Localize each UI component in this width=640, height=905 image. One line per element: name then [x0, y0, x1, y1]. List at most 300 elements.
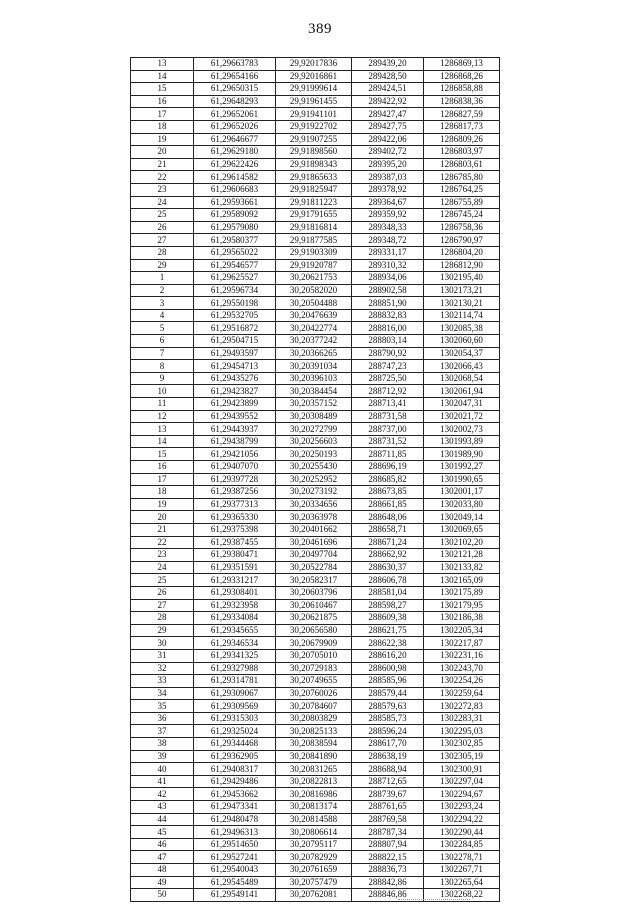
latitude-cell: 61,29377313 — [194, 498, 276, 511]
latitude-cell: 61,29309569 — [194, 700, 276, 713]
table-row — [131, 95, 500, 108]
point-number-cell: 16 — [131, 461, 194, 474]
latitude-cell: 61,29309067 — [194, 687, 276, 700]
point-number-cell: 48 — [131, 864, 194, 877]
x-coordinate-cell: 289424,51 — [352, 83, 424, 96]
longitude-cell: 30,20476639 — [276, 309, 352, 322]
table-row — [131, 864, 500, 877]
point-number-cell: 26 — [131, 586, 194, 599]
page-number: 389 — [308, 21, 332, 37]
latitude-cell: 61,29453662 — [194, 788, 276, 801]
y-coordinate-cell: 1302114,74 — [424, 309, 500, 322]
longitude-cell: 29,92016861 — [276, 70, 352, 83]
latitude-cell: 61,29314781 — [194, 675, 276, 688]
longitude-cell: 30,20762081 — [276, 889, 352, 902]
table-row — [131, 687, 500, 700]
x-coordinate-cell: 288712,65 — [352, 775, 424, 788]
longitude-cell: 30,20522784 — [276, 561, 352, 574]
x-coordinate-cell: 289387,03 — [352, 171, 424, 184]
point-number-cell: 19 — [131, 133, 194, 146]
x-coordinate-cell: 289427,47 — [352, 108, 424, 121]
y-coordinate-cell: 1302130,21 — [424, 297, 500, 310]
point-number-cell: 17 — [131, 473, 194, 486]
y-coordinate-cell: 1286804,20 — [424, 246, 500, 259]
table-row — [131, 146, 500, 159]
point-number-cell: 28 — [131, 612, 194, 625]
x-coordinate-cell: 289359,92 — [352, 209, 424, 222]
y-coordinate-cell: 1302205,34 — [424, 624, 500, 637]
longitude-cell: 30,20760026 — [276, 687, 352, 700]
point-number-cell: 27 — [131, 234, 194, 247]
x-coordinate-cell: 288609,38 — [352, 612, 424, 625]
latitude-cell: 61,29375398 — [194, 523, 276, 536]
x-coordinate-cell: 288731,52 — [352, 435, 424, 448]
table-row — [131, 120, 500, 133]
longitude-cell: 29,91898560 — [276, 146, 352, 159]
longitude-cell: 30,20256603 — [276, 435, 352, 448]
y-coordinate-cell: 1302186,38 — [424, 612, 500, 625]
table-row — [131, 171, 500, 184]
point-number-cell: 34 — [131, 687, 194, 700]
longitude-cell: 29,91898343 — [276, 158, 352, 171]
x-coordinate-cell: 288617,70 — [352, 738, 424, 751]
y-coordinate-cell: 1302243,70 — [424, 662, 500, 675]
point-number-cell: 47 — [131, 851, 194, 864]
coordinates-table-body — [131, 58, 500, 902]
longitude-cell: 30,20603796 — [276, 586, 352, 599]
point-number-cell: 17 — [131, 108, 194, 121]
y-coordinate-cell: 1302305,19 — [424, 750, 500, 763]
y-coordinate-cell: 1302254,26 — [424, 675, 500, 688]
table-row — [131, 574, 500, 587]
coordinates-table — [130, 57, 500, 902]
latitude-cell: 61,29652061 — [194, 108, 276, 121]
point-number-cell: 32 — [131, 662, 194, 675]
table-row — [131, 637, 500, 650]
point-number-cell: 27 — [131, 599, 194, 612]
latitude-cell: 61,29579080 — [194, 221, 276, 234]
table-row — [131, 322, 500, 335]
table-row — [131, 448, 500, 461]
latitude-cell: 61,29473341 — [194, 801, 276, 814]
x-coordinate-cell: 288579,44 — [352, 687, 424, 700]
latitude-cell: 61,29315303 — [194, 712, 276, 725]
point-number-cell: 45 — [131, 826, 194, 839]
x-coordinate-cell: 289348,33 — [352, 221, 424, 234]
longitude-cell: 30,20252952 — [276, 473, 352, 486]
x-coordinate-cell: 288787,34 — [352, 826, 424, 839]
table-row — [131, 851, 500, 864]
longitude-cell: 30,20705010 — [276, 649, 352, 662]
x-coordinate-cell: 288638,19 — [352, 750, 424, 763]
latitude-cell: 61,29345655 — [194, 624, 276, 637]
x-coordinate-cell: 289428,50 — [352, 70, 424, 83]
x-coordinate-cell: 288685,82 — [352, 473, 424, 486]
latitude-cell: 61,29514650 — [194, 838, 276, 851]
latitude-cell: 61,29346534 — [194, 637, 276, 650]
x-coordinate-cell: 288585,73 — [352, 712, 424, 725]
table-row — [131, 586, 500, 599]
y-coordinate-cell: 1302021,72 — [424, 410, 500, 423]
point-number-cell: 23 — [131, 183, 194, 196]
latitude-cell: 61,29480478 — [194, 813, 276, 826]
point-number-cell: 20 — [131, 511, 194, 524]
latitude-cell: 61,29614582 — [194, 171, 276, 184]
x-coordinate-cell: 288713,41 — [352, 398, 424, 411]
latitude-cell: 61,29629180 — [194, 146, 276, 159]
table-row — [131, 662, 500, 675]
x-coordinate-cell: 289331,17 — [352, 246, 424, 259]
y-coordinate-cell: 1302175,89 — [424, 586, 500, 599]
latitude-cell: 61,29435276 — [194, 372, 276, 385]
x-coordinate-cell: 288621,75 — [352, 624, 424, 637]
latitude-cell: 61,29652026 — [194, 120, 276, 133]
point-number-cell: 36 — [131, 712, 194, 725]
x-coordinate-cell: 289364,67 — [352, 196, 424, 209]
x-coordinate-cell: 288725,50 — [352, 372, 424, 385]
table-row — [131, 272, 500, 285]
longitude-cell: 30,20679909 — [276, 637, 352, 650]
table-row — [131, 813, 500, 826]
longitude-cell: 30,20582317 — [276, 574, 352, 587]
latitude-cell: 61,29663783 — [194, 58, 276, 71]
point-number-cell: 21 — [131, 523, 194, 536]
longitude-cell: 30,20806614 — [276, 826, 352, 839]
longitude-cell: 30,20250193 — [276, 448, 352, 461]
latitude-cell: 61,29596734 — [194, 284, 276, 297]
table-row — [131, 196, 500, 209]
table-row — [131, 876, 500, 889]
latitude-cell: 61,29341325 — [194, 649, 276, 662]
point-number-cell: 6 — [131, 335, 194, 348]
table-row — [131, 385, 500, 398]
point-number-cell: 14 — [131, 435, 194, 448]
y-coordinate-cell: 1302002,73 — [424, 423, 500, 436]
table-row — [131, 108, 500, 121]
longitude-cell: 30,20377242 — [276, 335, 352, 348]
y-coordinate-cell: 1302300,91 — [424, 763, 500, 776]
longitude-cell: 29,91903309 — [276, 246, 352, 259]
latitude-cell: 61,29365330 — [194, 511, 276, 524]
longitude-cell: 29,91922702 — [276, 120, 352, 133]
longitude-cell: 29,91816814 — [276, 221, 352, 234]
y-coordinate-cell: 1286868,26 — [424, 70, 500, 83]
longitude-cell: 30,20582020 — [276, 284, 352, 297]
point-number-cell: 43 — [131, 801, 194, 814]
latitude-cell: 61,29308401 — [194, 586, 276, 599]
table-row — [131, 372, 500, 385]
point-number-cell: 5 — [131, 322, 194, 335]
table-row — [131, 221, 500, 234]
table-row — [131, 523, 500, 536]
x-coordinate-cell: 289422,92 — [352, 95, 424, 108]
point-number-cell: 25 — [131, 574, 194, 587]
y-coordinate-cell: 1286758,36 — [424, 221, 500, 234]
longitude-cell: 30,20761659 — [276, 864, 352, 877]
point-number-cell: 29 — [131, 259, 194, 272]
longitude-cell: 30,20822813 — [276, 775, 352, 788]
point-number-cell: 31 — [131, 649, 194, 662]
x-coordinate-cell: 289395,20 — [352, 158, 424, 171]
table-row — [131, 209, 500, 222]
x-coordinate-cell: 288673,85 — [352, 486, 424, 499]
y-coordinate-cell: 1302259,64 — [424, 687, 500, 700]
x-coordinate-cell: 288579,63 — [352, 700, 424, 713]
x-coordinate-cell: 288731,58 — [352, 410, 424, 423]
point-number-cell: 15 — [131, 448, 194, 461]
latitude-cell: 61,29327988 — [194, 662, 276, 675]
latitude-cell: 61,29408317 — [194, 763, 276, 776]
point-number-cell: 4 — [131, 309, 194, 322]
latitude-cell: 61,29650315 — [194, 83, 276, 96]
table-row — [131, 712, 500, 725]
longitude-cell: 30,20255430 — [276, 461, 352, 474]
y-coordinate-cell: 1302060,60 — [424, 335, 500, 348]
y-coordinate-cell: 1302294,22 — [424, 813, 500, 826]
longitude-cell: 30,20363978 — [276, 511, 352, 524]
longitude-cell: 30,20841890 — [276, 750, 352, 763]
point-number-cell: 2 — [131, 284, 194, 297]
y-coordinate-cell: 1302085,38 — [424, 322, 500, 335]
longitude-cell: 30,20273192 — [276, 486, 352, 499]
longitude-cell: 30,20610467 — [276, 599, 352, 612]
point-number-cell: 14 — [131, 70, 194, 83]
table-row — [131, 750, 500, 763]
x-coordinate-cell: 288662,92 — [352, 549, 424, 562]
table-row — [131, 473, 500, 486]
table-row — [131, 801, 500, 814]
longitude-cell: 29,92017836 — [276, 58, 352, 71]
longitude-cell: 30,20838594 — [276, 738, 352, 751]
latitude-cell: 61,29429486 — [194, 775, 276, 788]
latitude-cell: 61,29625527 — [194, 272, 276, 285]
y-coordinate-cell: 1302066,43 — [424, 360, 500, 373]
table-row — [131, 788, 500, 801]
y-coordinate-cell: 1301989,90 — [424, 448, 500, 461]
latitude-cell: 61,29323958 — [194, 599, 276, 612]
x-coordinate-cell: 288737,00 — [352, 423, 424, 436]
x-coordinate-cell: 288712,92 — [352, 385, 424, 398]
x-coordinate-cell: 288934,06 — [352, 272, 424, 285]
latitude-cell: 61,29439552 — [194, 410, 276, 423]
y-coordinate-cell: 1286809,26 — [424, 133, 500, 146]
y-coordinate-cell: 1302047,31 — [424, 398, 500, 411]
x-coordinate-cell: 288832,83 — [352, 309, 424, 322]
x-coordinate-cell: 289310,32 — [352, 259, 424, 272]
latitude-cell: 61,29423899 — [194, 398, 276, 411]
table-row — [131, 158, 500, 171]
point-number-cell: 39 — [131, 750, 194, 763]
longitude-cell: 29,91811223 — [276, 196, 352, 209]
table-row — [131, 183, 500, 196]
longitude-cell: 29,91961455 — [276, 95, 352, 108]
latitude-cell: 61,29362905 — [194, 750, 276, 763]
y-coordinate-cell: 1302302,85 — [424, 738, 500, 751]
point-number-cell: 12 — [131, 410, 194, 423]
point-number-cell: 3 — [131, 297, 194, 310]
x-coordinate-cell: 288616,20 — [352, 649, 424, 662]
latitude-cell: 61,29540043 — [194, 864, 276, 877]
y-coordinate-cell: 1302231,16 — [424, 649, 500, 662]
y-coordinate-cell: 1302283,31 — [424, 712, 500, 725]
y-coordinate-cell: 1302290,44 — [424, 826, 500, 839]
point-number-cell: 13 — [131, 58, 194, 71]
table-row — [131, 234, 500, 247]
x-coordinate-cell: 288585,96 — [352, 675, 424, 688]
table-row — [131, 675, 500, 688]
table-row — [131, 763, 500, 776]
y-coordinate-cell: 1286803,61 — [424, 158, 500, 171]
x-coordinate-cell: 288747,23 — [352, 360, 424, 373]
latitude-cell: 61,29550198 — [194, 297, 276, 310]
y-coordinate-cell: 1286817,73 — [424, 120, 500, 133]
table-row — [131, 612, 500, 625]
y-coordinate-cell: 1301993,89 — [424, 435, 500, 448]
y-coordinate-cell: 1286838,36 — [424, 95, 500, 108]
x-coordinate-cell: 288769,58 — [352, 813, 424, 826]
point-number-cell: 30 — [131, 637, 194, 650]
y-coordinate-cell: 1302061,94 — [424, 385, 500, 398]
latitude-cell: 61,29546577 — [194, 259, 276, 272]
longitude-cell: 30,20803829 — [276, 712, 352, 725]
table-row — [131, 838, 500, 851]
latitude-cell: 61,29622426 — [194, 158, 276, 171]
y-coordinate-cell: 1286745,24 — [424, 209, 500, 222]
table-row — [131, 775, 500, 788]
table-row — [131, 549, 500, 562]
x-coordinate-cell: 288600,98 — [352, 662, 424, 675]
y-coordinate-cell: 1286827,59 — [424, 108, 500, 121]
y-coordinate-cell: 1301992,27 — [424, 461, 500, 474]
latitude-cell: 61,29648293 — [194, 95, 276, 108]
point-number-cell: 10 — [131, 385, 194, 398]
table-row — [131, 649, 500, 662]
table-row — [131, 435, 500, 448]
longitude-cell: 29,91877585 — [276, 234, 352, 247]
longitude-cell: 29,91907255 — [276, 133, 352, 146]
table-row — [131, 133, 500, 146]
longitude-cell: 29,91941101 — [276, 108, 352, 121]
y-coordinate-cell: 1302121,28 — [424, 549, 500, 562]
point-number-cell: 41 — [131, 775, 194, 788]
x-coordinate-cell: 289402,72 — [352, 146, 424, 159]
table-row — [131, 624, 500, 637]
longitude-cell: 29,91825947 — [276, 183, 352, 196]
point-number-cell: 11 — [131, 398, 194, 411]
latitude-cell: 61,29325024 — [194, 725, 276, 738]
table-row — [131, 83, 500, 96]
latitude-cell: 61,29443937 — [194, 423, 276, 436]
table-row — [131, 599, 500, 612]
longitude-cell: 30,20656580 — [276, 624, 352, 637]
table-row — [131, 347, 500, 360]
point-number-cell: 42 — [131, 788, 194, 801]
latitude-cell: 61,29496313 — [194, 826, 276, 839]
y-coordinate-cell: 1286869,13 — [424, 58, 500, 71]
latitude-cell: 61,29454713 — [194, 360, 276, 373]
y-coordinate-cell: 1286858,88 — [424, 83, 500, 96]
latitude-cell: 61,29504715 — [194, 335, 276, 348]
latitude-cell: 61,29516872 — [194, 322, 276, 335]
longitude-cell: 30,20749655 — [276, 675, 352, 688]
table-row — [131, 536, 500, 549]
point-number-cell: 29 — [131, 624, 194, 637]
y-coordinate-cell: 1286785,80 — [424, 171, 500, 184]
point-number-cell: 16 — [131, 95, 194, 108]
x-coordinate-cell: 289378,92 — [352, 183, 424, 196]
point-number-cell: 44 — [131, 813, 194, 826]
x-coordinate-cell: 288842,86 — [352, 876, 424, 889]
table-row — [131, 309, 500, 322]
x-coordinate-cell: 289422,06 — [352, 133, 424, 146]
longitude-cell: 30,20401662 — [276, 523, 352, 536]
longitude-cell: 29,91999614 — [276, 83, 352, 96]
table-row — [131, 561, 500, 574]
longitude-cell: 30,20757479 — [276, 876, 352, 889]
longitude-cell: 30,20497704 — [276, 549, 352, 562]
x-coordinate-cell: 288807,94 — [352, 838, 424, 851]
x-coordinate-cell: 288739,67 — [352, 788, 424, 801]
table-row — [131, 58, 500, 71]
longitude-cell: 30,20366265 — [276, 347, 352, 360]
y-coordinate-cell: 1302278,71 — [424, 851, 500, 864]
longitude-cell: 30,20334656 — [276, 498, 352, 511]
point-number-cell: 22 — [131, 536, 194, 549]
point-number-cell: 35 — [131, 700, 194, 713]
point-number-cell: 46 — [131, 838, 194, 851]
x-coordinate-cell: 288902,58 — [352, 284, 424, 297]
latitude-cell: 61,29421056 — [194, 448, 276, 461]
x-coordinate-cell: 288630,37 — [352, 561, 424, 574]
point-number-cell: 18 — [131, 120, 194, 133]
y-coordinate-cell: 1302165,09 — [424, 574, 500, 587]
longitude-cell: 30,20396103 — [276, 372, 352, 385]
table-row — [131, 486, 500, 499]
latitude-cell: 61,29589092 — [194, 209, 276, 222]
y-coordinate-cell: 1302195,40 — [424, 272, 500, 285]
point-number-cell: 25 — [131, 209, 194, 222]
point-number-cell: 49 — [131, 876, 194, 889]
x-coordinate-cell: 288761,65 — [352, 801, 424, 814]
table-row — [131, 297, 500, 310]
y-coordinate-cell: 1302217,87 — [424, 637, 500, 650]
y-coordinate-cell: 1302054,37 — [424, 347, 500, 360]
point-number-cell: 1 — [131, 272, 194, 285]
x-coordinate-cell: 288851,90 — [352, 297, 424, 310]
longitude-cell: 30,20357152 — [276, 398, 352, 411]
y-coordinate-cell: 1302294,67 — [424, 788, 500, 801]
latitude-cell: 61,29527241 — [194, 851, 276, 864]
y-coordinate-cell: 1286812,90 — [424, 259, 500, 272]
y-coordinate-cell: 1302267,71 — [424, 864, 500, 877]
x-coordinate-cell: 288622,38 — [352, 637, 424, 650]
point-number-cell: 22 — [131, 171, 194, 184]
longitude-cell: 29,91865633 — [276, 171, 352, 184]
x-coordinate-cell: 288816,00 — [352, 322, 424, 335]
x-coordinate-cell: 288671,24 — [352, 536, 424, 549]
x-coordinate-cell: 288846,86 — [352, 889, 424, 902]
point-number-cell: 24 — [131, 196, 194, 209]
y-coordinate-cell: 1302102,20 — [424, 536, 500, 549]
longitude-cell: 30,20422774 — [276, 322, 352, 335]
y-coordinate-cell: 1286790,97 — [424, 234, 500, 247]
x-coordinate-cell: 289439,20 — [352, 58, 424, 71]
point-number-cell: 26 — [131, 221, 194, 234]
point-number-cell: 38 — [131, 738, 194, 751]
longitude-cell: 30,20784607 — [276, 700, 352, 713]
x-coordinate-cell: 288711,85 — [352, 448, 424, 461]
y-coordinate-cell: 1302265,64 — [424, 876, 500, 889]
